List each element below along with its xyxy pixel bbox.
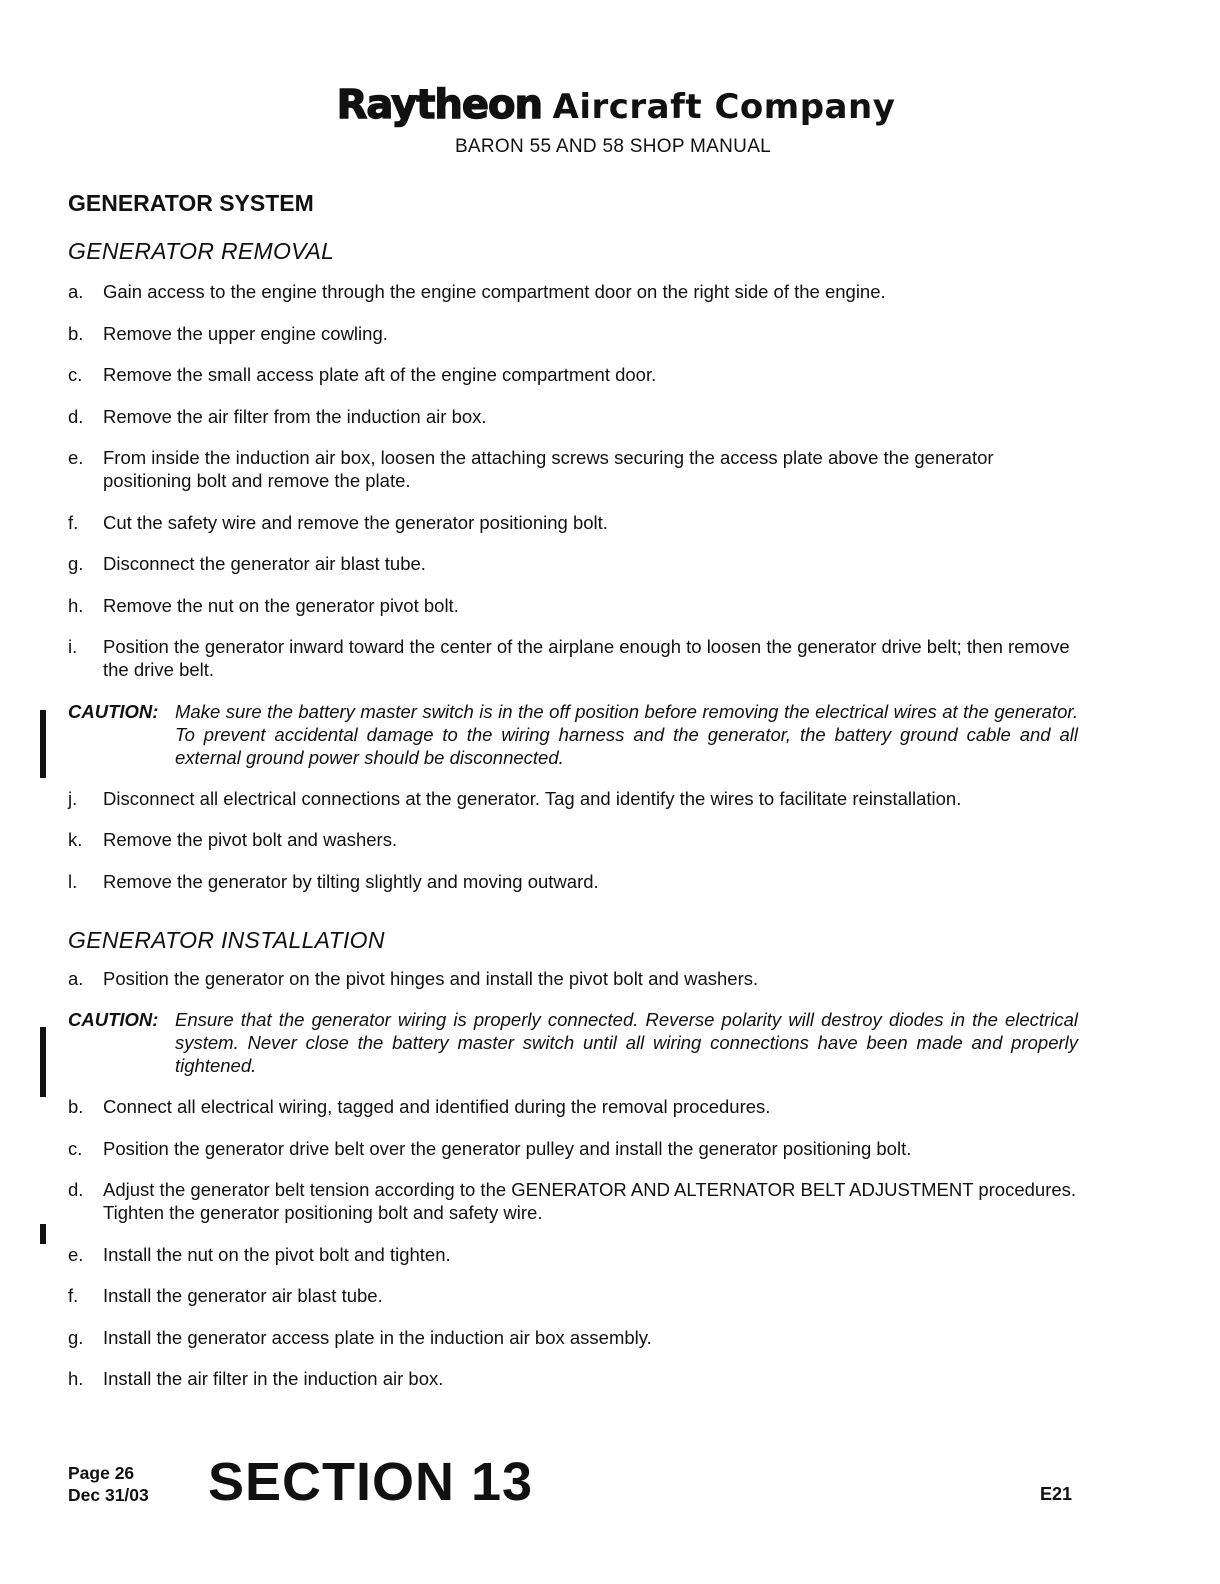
step-text: Remove the small access plate aft of the engine compartment door. (103, 364, 657, 385)
installation-steps (68, 967, 1078, 1391)
step-letter: c. (68, 1137, 83, 1159)
list-item (68, 1326, 1078, 1349)
page-number: Page 26 (68, 1463, 135, 1483)
document-body (68, 186, 1078, 1409)
caution-text: Ensure that the generator wiring is properly connected. Reverse polarity will destroy diodes in the electrical system. Never close the battery master switch until all wiring connections have been made and properly tightened. (175, 1009, 1078, 1076)
removal-steps (68, 280, 1078, 893)
step-text: From inside the induction air box, loosen the attaching screws securing the access plate above the generator positioning bolt and remove the plate. (103, 447, 994, 491)
step-letter: e. (68, 447, 84, 468)
list-item (68, 552, 1078, 575)
step-letter: g. (68, 1326, 84, 1348)
step-text: Install the generator access plate in the induction air box assembly. (103, 1326, 652, 1348)
list-item (68, 870, 1078, 893)
step-letter: a. (68, 967, 84, 989)
step-text: Connect all electrical wiring, tagged and identified during the removal procedures. (103, 1096, 771, 1117)
list-item (68, 446, 1078, 492)
section-title: GENERATOR SYSTEM (68, 190, 314, 216)
page-info (68, 1462, 149, 1506)
step-letter: b. (68, 1096, 84, 1117)
list-item (68, 280, 1078, 303)
list-item (68, 967, 1078, 990)
section-number: SECTION 13 (208, 1452, 534, 1512)
manual-title: BARON 55 AND 58 SHOP MANUAL (454, 136, 772, 157)
step-text: Position the generator on the pivot hinges and install the pivot bolt and washers. (103, 967, 759, 989)
list-item (68, 1284, 1078, 1307)
list-item (68, 787, 1078, 810)
step-letter: f. (68, 1285, 79, 1306)
step-text: Position the generator inward toward the center of the airplane enough to loosen the generator drive belt; then remove the drive belt. (103, 636, 1070, 680)
caution-note (68, 1008, 1078, 1077)
step-text: Gain access to the engine through the engine compartment door on the right side of the engine. (103, 281, 886, 302)
list-item (68, 594, 1078, 617)
caution-text: Make sure the battery master switch is in the off position before removing the electrical wires at the generator. To prevent accidental damage to the wiring harness and the generator, the battery ground cable and all external ground power should be disconnected. (175, 700, 1078, 768)
caution-label: CAUTION: (68, 1009, 159, 1030)
step-letter: f. (68, 511, 79, 533)
list-item (68, 828, 1078, 851)
list-item (68, 363, 1078, 386)
list-item (68, 1095, 1078, 1118)
step-letter: c. (68, 364, 83, 385)
list-item (68, 322, 1078, 345)
list-item (68, 1367, 1078, 1390)
step-letter: i. (68, 636, 78, 657)
step-text: Install the air filter in the induction air box. (103, 1368, 444, 1389)
step-text: Install the nut on the pivot bolt and tighten. (103, 1243, 451, 1265)
step-letter: l. (68, 870, 78, 892)
step-letter: b. (68, 322, 84, 344)
step-letter: g. (68, 553, 84, 574)
step-letter: d. (68, 405, 84, 427)
company-name: Aircraft Company (552, 87, 896, 127)
brand-name: Raytheon (336, 82, 542, 128)
revision-bar (40, 1027, 46, 1097)
company-logo (0, 82, 1220, 130)
list-item (68, 511, 1078, 534)
revision-bar (40, 710, 46, 778)
step-text: Disconnect the generator air blast tube. (103, 553, 426, 574)
list-item (68, 1243, 1078, 1266)
step-letter: h. (68, 594, 84, 616)
step-text: Disconnect all electrical connections at the generator. Tag and identify the wires to facilitate reinstallation. (103, 787, 962, 809)
revision-bar (40, 1224, 46, 1244)
page-footer (68, 1452, 1072, 1520)
step-text: Position the generator drive belt over the generator pulley and install the generator positioning bolt. (103, 1137, 912, 1159)
step-text: Install the generator air blast tube. (103, 1285, 383, 1306)
step-text: Cut the safety wire and remove the generator positioning bolt. (103, 511, 608, 533)
step-text: Remove the nut on the generator pivot bolt. (103, 594, 459, 616)
page-header (0, 82, 1220, 158)
list-item (68, 1137, 1078, 1160)
step-text: Remove the generator by tilting slightly and moving outward. (103, 870, 599, 892)
step-letter: d. (68, 1179, 84, 1200)
list-item (68, 635, 1078, 681)
list-item (68, 405, 1078, 428)
step-text: Remove the pivot bolt and washers. (103, 829, 398, 850)
removal-title: GENERATOR REMOVAL (68, 238, 335, 264)
list-item (68, 1178, 1078, 1224)
caution-note (68, 700, 1078, 769)
step-letter: a. (68, 281, 84, 302)
step-text: Remove the upper engine cowling. (103, 322, 388, 344)
step-text: Adjust the generator belt tension according to the GENERATOR AND ALTERNATOR BELT ADJUSTMENT procedures. Tighten the generator positioning bolt and safety wire. (103, 1179, 1077, 1223)
step-letter: e. (68, 1243, 84, 1265)
revision-date: Dec 31/03 (68, 1485, 149, 1505)
page-code: E21 (1039, 1484, 1072, 1504)
step-letter: k. (68, 829, 83, 850)
step-letter: h. (68, 1368, 84, 1389)
step-text: Remove the air filter from the induction air box. (103, 405, 487, 427)
caution-label: CAUTION: (68, 700, 159, 722)
installation-title: GENERATOR INSTALLATION (68, 926, 385, 953)
step-letter: j. (68, 787, 78, 809)
